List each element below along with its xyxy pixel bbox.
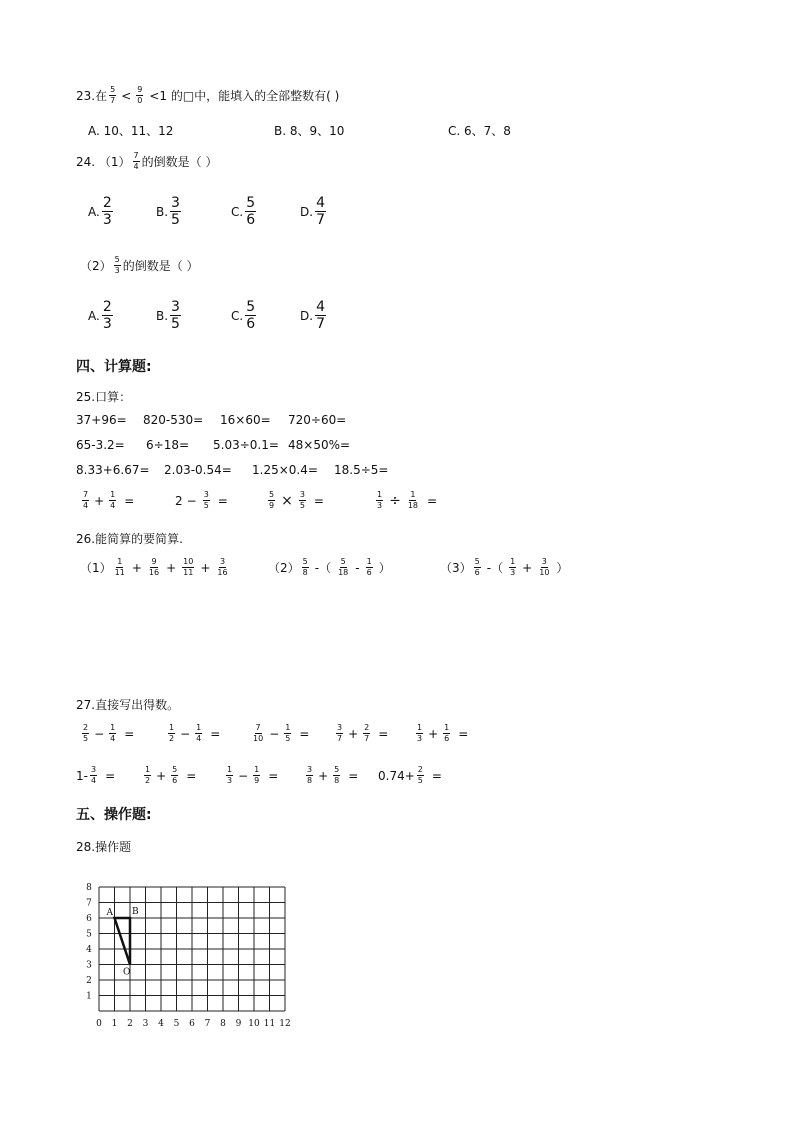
q27-r2-e4: $\frac{3}{8}$ + $\frac{5}{8}$ = xyxy=(307,765,359,785)
x-tick-label: 4 xyxy=(158,1019,164,1029)
triangle-ABO xyxy=(115,918,131,965)
q23-option-a[interactable]: A. 10、11、12 xyxy=(88,124,174,138)
y-tick-label: 6 xyxy=(86,914,92,924)
q25-r3c4: 18.5÷5= xyxy=(334,463,389,477)
y-tick-label: 2 xyxy=(86,976,92,986)
x-tick-label: 8 xyxy=(220,1019,226,1029)
x-tick-label: 3 xyxy=(142,1019,149,1029)
q24-p2-option-a[interactable]: A. $\frac{2}{3}$ xyxy=(88,299,112,332)
q25-r3c2: 2.03-0.54= xyxy=(164,463,232,477)
y-tick-label: 5 xyxy=(86,929,92,940)
x-tick-label: 10 xyxy=(248,1019,260,1029)
q27-r1-e3: $\frac{7}{10}$ − $\frac{1}{5}$ = xyxy=(253,723,310,743)
q27-r2-e2: $\frac{1}{2}$ + $\frac{5}{6}$ = xyxy=(145,765,197,785)
q26-part2: （2） $\frac{5}{8}$ -（ $\frac{5}{18}$ - $\frac{1}{6}$ ） xyxy=(268,557,391,577)
q25-frac-expr-3: $\frac{5}{9}$ × $\frac{3}{5}$ = xyxy=(269,490,324,510)
x-tick-label: 11 xyxy=(263,1019,276,1029)
y-tick-label: 3 xyxy=(86,960,92,971)
q25-r1c4: 720÷60= xyxy=(288,413,347,427)
q28-title: 28.操作题 xyxy=(76,840,132,854)
q25-title: 25.口算： xyxy=(76,390,132,404)
q27-r2-e3: $\frac{1}{3}$ − $\frac{1}{9}$ = xyxy=(227,765,279,785)
q27-r1-e4: $\frac{3}{7}$ + $\frac{2}{7}$ = xyxy=(337,723,389,743)
section-5-heading: 五、操作题: xyxy=(76,807,152,823)
q25-frac-expr-2: 2 − $\frac{3}{5}$ = xyxy=(175,490,228,510)
q26-part3: （3） $\frac{5}{6}$ -（ $\frac{1}{3}$ + $\frac{3}{10}$ ） xyxy=(440,557,569,577)
q25-r2c1: 65-3.2= xyxy=(76,438,125,452)
q25-r2c2: 6÷18= xyxy=(146,438,190,452)
x-tick-label: 12 xyxy=(279,1019,291,1029)
x-tick-label: 6 xyxy=(189,1019,195,1029)
q24-p2-option-d[interactable]: D. $\frac{4}{7}$ xyxy=(300,299,325,332)
y-tick-label: 7 xyxy=(86,898,92,909)
q23-option-b[interactable]: B. 8、9、10 xyxy=(274,124,345,138)
q24-p2-frac: $\frac{5}{3}$ xyxy=(114,255,120,275)
q28-coordinate-grid xyxy=(80,868,300,1034)
q24-p1-option-c[interactable]: C. $\frac{5}{6}$ xyxy=(231,195,256,228)
q24-part2-stem: （2） $\frac{5}{3}$ 的倒数是（ ） xyxy=(80,255,199,275)
q27-r2-e5: 0.74+ $\frac{2}{5}$ = xyxy=(378,765,442,785)
q25-r3c1: 8.33+6.67= xyxy=(76,463,150,477)
q27-r2-e1: 1- $\frac{3}{4}$ = xyxy=(76,765,116,785)
x-tick-label: 7 xyxy=(204,1019,211,1029)
q24-p2-option-c[interactable]: C. $\frac{5}{6}$ xyxy=(231,299,256,332)
q23-frac-1: $\frac{5}{7}$ xyxy=(110,85,116,105)
x-tick-label: 9 xyxy=(235,1019,242,1029)
q27-r1-e2: $\frac{1}{2}$ − $\frac{1}{4}$ = xyxy=(169,723,221,743)
q24-p1-option-a[interactable]: A. $\frac{2}{3}$ xyxy=(88,195,112,228)
q25-frac-expr-4: $\frac{1}{3}$ ÷ $\frac{1}{18}$ = xyxy=(377,490,438,510)
q26-part1: （1） $\frac{1}{11}$ + $\frac{9}{16}$ + $\frac{10}{11}$ + $\frac{3}{16}$ xyxy=(80,557,228,577)
q25-r2c4: 48×50%= xyxy=(288,438,351,452)
q27-title: 27.直接写出得数。 xyxy=(76,698,180,712)
q27-r1-e5: $\frac{1}{3}$ + $\frac{1}{6}$ = xyxy=(417,723,469,743)
point-label-A: A xyxy=(106,908,113,918)
x-tick-label: 2 xyxy=(127,1019,133,1029)
q24-p2-option-b[interactable]: B. $\frac{3}{5}$ xyxy=(156,299,180,332)
q25-r1c1: 37+96= xyxy=(76,413,127,427)
q25-r1c3: 16×60= xyxy=(220,413,271,427)
q23-option-c[interactable]: C. 6、7、8 xyxy=(448,124,511,138)
y-tick-label: 1 xyxy=(86,991,92,1002)
q24-p1-frac: $\frac{7}{4}$ xyxy=(133,151,139,171)
x-tick-label: 5 xyxy=(173,1019,180,1029)
q24-part1-stem: 24. （1） $\frac{7}{4}$ 的倒数是（ ） xyxy=(76,151,218,171)
section-4-heading: 四、计算题: xyxy=(76,359,152,375)
q23-frac-2: $\frac{9}{0}$ xyxy=(137,85,143,105)
point-label-B: B xyxy=(132,907,139,917)
y-tick-label: 4 xyxy=(86,945,92,955)
q25-r1c2: 820-530= xyxy=(143,413,204,427)
q27-r1-e1: $\frac{2}{5}$ − $\frac{1}{4}$ = xyxy=(83,723,135,743)
q24-p1-option-b[interactable]: B. $\frac{3}{5}$ xyxy=(156,195,180,228)
point-label-O: O xyxy=(123,967,131,978)
q24-p1-option-d[interactable]: D. $\frac{4}{7}$ xyxy=(300,195,325,228)
q25-r3c3: 1.25×0.4= xyxy=(252,463,318,477)
q25-r2c3: 5.03÷0.1= xyxy=(213,438,279,452)
q23-stem: 23.在 $\frac{5}{7}$ < $\frac{9}{0}$ <1 的□中，能填入的全部整数有( ) xyxy=(76,85,340,105)
q25-frac-expr-1: $\frac{7}{4}$ + $\frac{1}{4}$ = xyxy=(83,490,135,510)
x-tick-label: 0 xyxy=(96,1019,102,1029)
q26-title: 26.能简算的要简算. xyxy=(76,532,183,546)
x-tick-label: 1 xyxy=(111,1019,118,1029)
y-tick-label: 8 xyxy=(86,883,92,893)
